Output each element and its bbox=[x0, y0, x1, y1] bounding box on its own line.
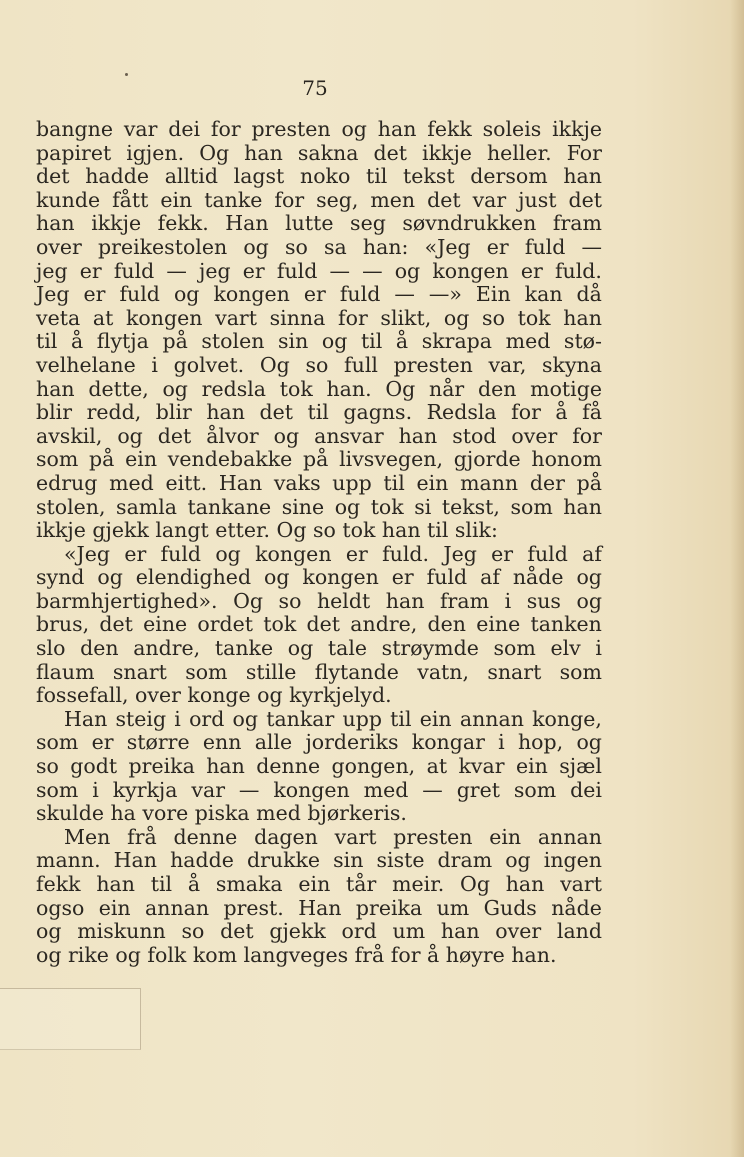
text-line: mann. Han hadde drukke sin siste dram og ingen bbox=[36, 848, 602, 873]
page-number: 75 bbox=[302, 76, 328, 100]
text-line: Jeg er fuld og kongen er fuld — —» Ein kan då bbox=[36, 282, 602, 307]
text-line: ogso ein annan prest. Han preika um Guds nåde bbox=[36, 895, 602, 920]
text-line: brus, det eine ordet tok det andre, den eine tanken bbox=[36, 612, 602, 637]
text-line: fekk han til å smaka ein tår meir. Og han vart bbox=[36, 872, 602, 896]
text-line: blir redd, blir han det til gagns. Redsla for å få bbox=[36, 400, 602, 425]
text-line: til å flytja på stolen sin og til å skrapa med stø- bbox=[36, 329, 602, 354]
text-line: papiret igjen. Og han sakna det ikkje heller. For bbox=[36, 140, 602, 165]
text-line: og rike og folk kom langveges frå for å høyre han. bbox=[36, 942, 557, 967]
text-line: Han steig i ord og tankar upp til ein annan konge, bbox=[64, 706, 602, 731]
text-line: Men frå denne dagen vart presten ein annan bbox=[64, 824, 602, 849]
text-line: velhelane i golvet. Og so full presten var, skyna bbox=[36, 352, 602, 377]
text-line: det hadde alltid lagst noko til tekst dersom han bbox=[36, 164, 602, 189]
text-line: som i kyrkja var — kongen med — gret som dei bbox=[36, 777, 602, 802]
text-line: og miskunn so det gjekk ord um han over land bbox=[36, 919, 602, 944]
text-line: som er større enn alle jorderiks kongar i hop, og bbox=[36, 730, 602, 755]
text-line: «Jeg er fuld og kongen er fuld. Jeg er fuld af bbox=[64, 541, 602, 566]
text-line: bangne var dei for presten og han fekk soleis ikkje bbox=[36, 117, 602, 141]
text-line: han ikkje fekk. Han lutte seg søvndrukken fram bbox=[36, 211, 602, 236]
text-line: so godt preika han denne gongen, at kvar ein sjæl bbox=[36, 754, 602, 779]
text-line: edrug med eitt. Han vaks upp til ein mann der på bbox=[36, 470, 602, 495]
text-line: veta at kongen vart sinna for slikt, og so tok han bbox=[36, 305, 602, 330]
text-line: synd og elendighed og kongen er fuld af nåde og bbox=[36, 565, 602, 590]
text-line: stolen, samla tankane sine og tok si tekst, som han bbox=[36, 494, 602, 519]
text-line: jeg er fuld — jeg er fuld — — og kongen er fuld. bbox=[36, 258, 602, 283]
text-line: flaum snart som stille flytande vatn, snart som bbox=[36, 659, 602, 684]
text-line: over preikestolen og so sa han: «Jeg er fuld — bbox=[36, 234, 602, 259]
paper-stub bbox=[0, 988, 141, 1050]
text-line: ikkje gjekk langt etter. Og so tok han til slik: bbox=[36, 518, 498, 543]
text-line: som på ein vendebakke på livsvegen, gjorde honom bbox=[36, 447, 602, 472]
text-line: kunde fått ein tanke for seg, men det var just det bbox=[36, 187, 602, 212]
body-text bbox=[36, 118, 602, 967]
text-line: han dette, og redsla tok han. Og når den motige bbox=[36, 376, 602, 401]
text-line: barmhjertighed». Og so heldt han fram i sus og bbox=[36, 588, 602, 613]
text-line: skulde ha vore piska med bjørkeris. bbox=[36, 801, 407, 826]
text-line: avskil, og det ålvor og ansvar han stod over for bbox=[36, 423, 602, 448]
text-line: fossefall, over konge og kyrkjelyd. bbox=[36, 683, 392, 708]
text-line: slo den andre, tanke og tale strøymde som elv i bbox=[36, 636, 602, 661]
page-edge-shadow bbox=[730, 0, 744, 1157]
